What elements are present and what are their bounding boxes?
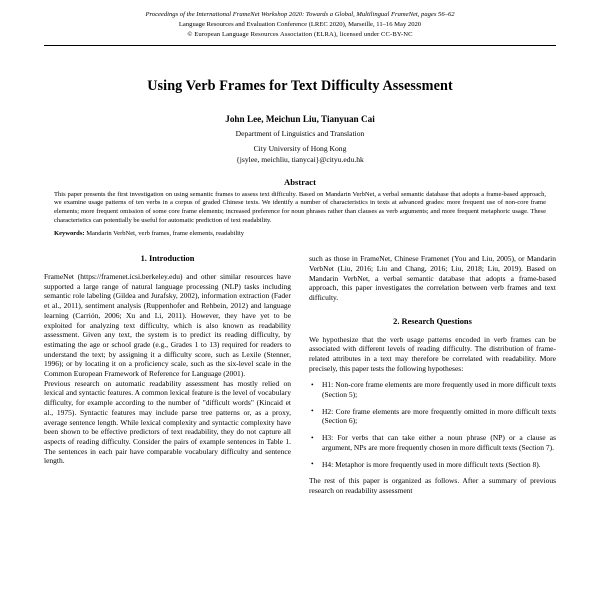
keywords-line xyxy=(54,230,546,239)
hypothesis-item xyxy=(309,407,556,426)
intro-paragraph-1: FrameNet (https://framenet.icsi.berkeley.edu) and other similar resources have supported a large range of natural language processing (NLP) tasks including semantic role labeling (Gildea and Jurafsky, 2002), information extraction (Fader et al., 2011), sentiment analysis (Ruppenhofer and Rehbein, 2012) and language learning (Carrión, 2006; Xu and Li, 2011). However, they have yet to be exploited for analyzing text difficulty, which is also known as readability assessment. Given any text, the system is to predict its reading difficulty, by estimating the age or school grade (e.g., Grades 1 to 13) required for readers to understand the text; by assigning it a difficulty score, such as Lexile (Stenner, 1996); or by locating it on a proficiency scale, such as the six-level scale in the Common European Framework of Reference for Language (2001). xyxy=(44,272,291,379)
header-line-proceedings: Proceedings of the International FrameNet Workshop 2020: Towards a Global, Multilingual FrameNet, pages 56–62 xyxy=(145,11,455,18)
keywords-value: Mandarin VerbNet, verb frames, frame elements, readability xyxy=(86,230,245,238)
section-heading-research-questions: 2. Research Questions xyxy=(393,316,472,326)
header-line-license: © European Language Resources Association (ELRA), licensed under CC-BY-NC xyxy=(187,31,413,39)
author-list: John Lee, Meichun Liu, Tianyuan Cai xyxy=(225,113,375,124)
author-emails: {jsylee, meichliu, tianycai}@cityu.edu.hk xyxy=(236,154,364,164)
bullet-icon: • xyxy=(311,432,314,442)
header-divider xyxy=(44,45,556,46)
research-questions-closing-paragraph: The rest of this paper is organized as follows. After a summary of previous research on readability assessment xyxy=(309,476,556,495)
affiliation-university: City University of Hong Kong xyxy=(253,143,347,153)
hypothesis-text: H3: For verbs that can take either a noun phrase (NP) or a clause as argument, NPs are more frequently chosen in more difficult texts (Section 7). xyxy=(322,433,556,452)
intro-paragraph-2: Previous research on automatic readability assessment has mostly relied on lexical and syntactic features. A common lexical feature is the level of vocabulary difficulty, for example according to the number of "difficult words" (Kincaid et al., 1975). Syntactic features may include parse tree patterns or, as a proxy, average sentence length. While lexical complexity and syntactic complexity have been shown to be effective predictors of text readability, they do not capture all aspects of reading difficulty. Consider the pairs of example sentences in Table 1. The sentences in each pair have comparable vocabulary difficulty and sentence length. xyxy=(44,378,291,466)
section-heading-introduction: 1. Introduction xyxy=(140,254,195,264)
hypothesis-text: H1: Non-core frame elements are more frequently used in more difficult texts (Section 5); xyxy=(322,380,556,400)
hypothesis-text: H2: Core frame elements are more frequently omitted in more difficult texts (Section 6); xyxy=(322,406,556,426)
research-questions-paragraph-1: We hypothesize that the verb usage patterns encoded in verb frames can be associated with different levels of reading difficulty. The distribution of frame-related attributes in a text may therefore be correlated with readability. More precisely, this paper tests the following hypotheses: xyxy=(309,334,556,373)
abstract-heading: Abstract xyxy=(284,176,316,187)
body-columns xyxy=(44,254,556,496)
hypothesis-item xyxy=(309,433,556,452)
column-right xyxy=(309,254,556,496)
abstract-body: This paper presents the first investigation on using semantic frames to assess text difficulty. Based on Mandarin VerbNet, a verbal semantic database that adopts a frame-based approach, we examine usage patterns of ten verbs in a corpus of graded Chinese texts. We identify a number of characteristics in texts at advanced grades: more frequent use of non-core frame elements; more frequent omission of some core frame elements; increased preference for noun phrases rather than clauses as verb arguments; and more frequent metaphoric usage. These characteristics can potentially be useful for automatic prediction of text readability. xyxy=(54,190,546,224)
column-left xyxy=(44,254,291,496)
header-line-conference: Language Resources and Evaluation Conference (LREC 2020), Marseille, 11–16 May 2020 xyxy=(178,21,422,29)
bullet-icon: • xyxy=(311,406,314,416)
right-column-continuation: such as those in FrameNet, Chinese Framenet (You and Liu, 2005), or Mandarin VerbNet (Liu, 2016; Liu and Chang, 2016; Liu, 2018; Liu, 2019). Based on Mandarin VerbNet, a verbal semantic database that adopts a frame-based approach, this paper investigates the correlation between verb frames and text difficulty. xyxy=(309,254,556,302)
spacer xyxy=(309,469,556,476)
bullet-icon: • xyxy=(311,459,314,469)
hypothesis-item xyxy=(309,460,556,470)
keywords-label: Keywords: xyxy=(54,230,85,238)
publication-header xyxy=(44,10,556,41)
page-title: Using Verb Frames for Text Difficulty Assessment xyxy=(147,77,453,94)
bullet-icon: • xyxy=(311,379,314,389)
hypothesis-item xyxy=(309,380,556,399)
affiliation-department: Department of Linguistics and Translation xyxy=(235,128,365,138)
hypothesis-text: H4: Metaphor is more frequently used in more difficult texts (Section 8). xyxy=(322,459,541,469)
